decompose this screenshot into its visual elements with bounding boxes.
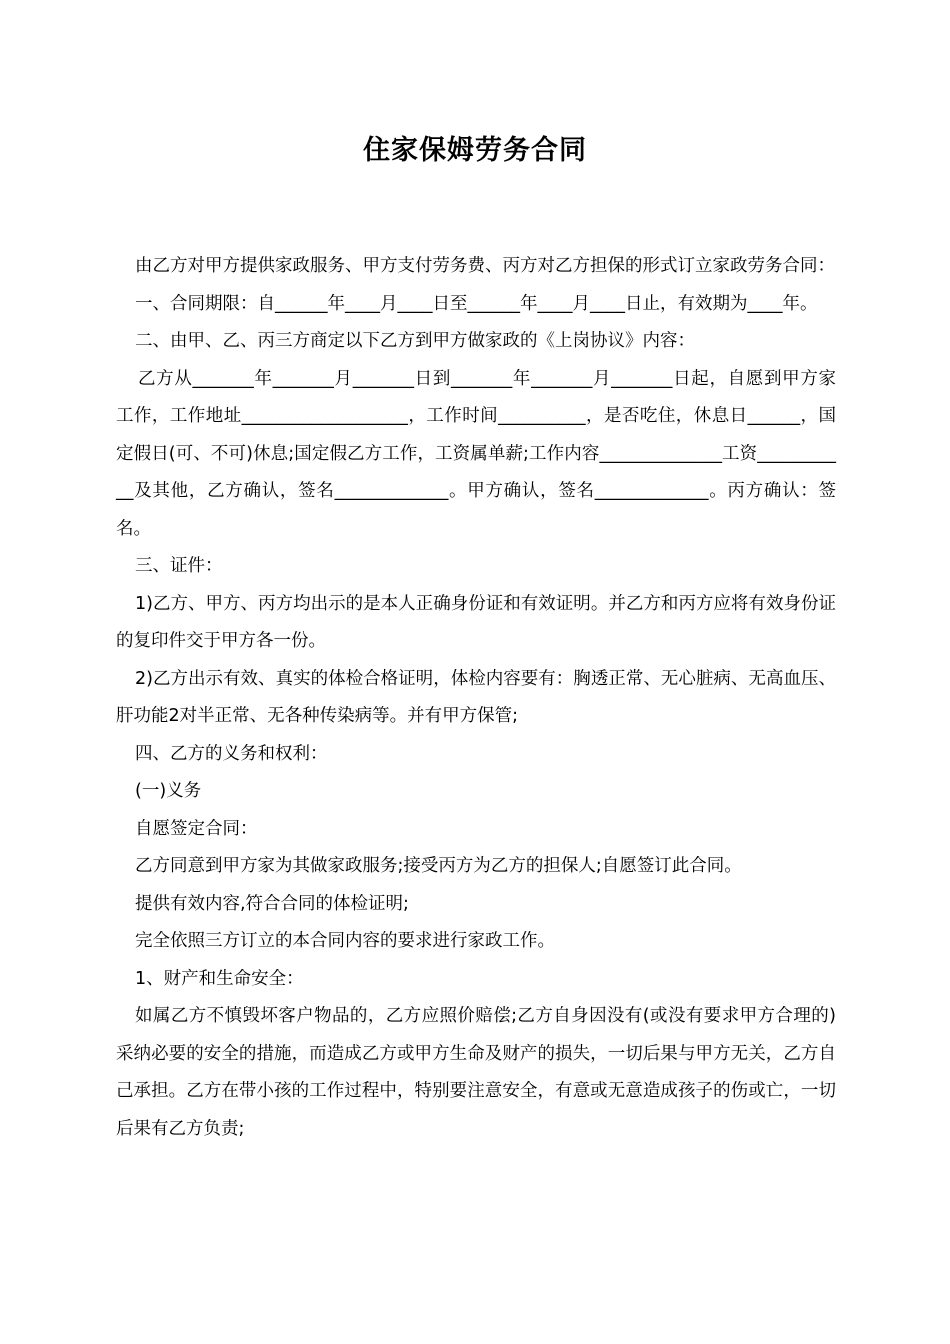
paragraph-consent: 乙方同意到甲方家为其做家政服务;接受丙方为乙方的担保人;自愿签订此合同。 (135, 856, 742, 876)
paragraph-intro: 由乙方对甲方提供家政服务、甲方支付劳务费、丙方对乙方担保的形式订立家政劳务合同： (135, 256, 835, 276)
paragraph-agreement-heading: 二、由甲、乙、丙三方商定以下乙方到甲方做家政的《上岗协议》内容： (135, 331, 695, 351)
paragraph-contract-term: 一、合同期限：自______年____月____日至______年____月____日止，有效期为____年。 (135, 293, 818, 314)
paragraph-agreement-details: 乙方从_______年_______月_______日到_______年_______月_______日起，自愿到甲方家工作，工作地址___________________，工作时间__________，是否吃住，休息日______，国定假日(可、不可)休息;国定假乙方工作，工资属单薪;工作内容______________工资___________及其他，乙方确认，签名_____________。甲方确认，签名_____________。丙方确认：签名。 (116, 368, 836, 539)
paragraph-safety-details: 如属乙方不慎毁坏客户物品的，乙方应照价赔偿;乙方自身因没有(或没有要求甲方合理的)采纳必要的安全的措施，而造成乙方或甲方生命及财产的损失，一切后果与甲方无关，乙方自己承担。乙方在带小孩的工作过程中，特别要注意安全，有意或无意造成孩子的伤或亡，一切后果有乙方负责; (116, 1006, 836, 1139)
document-body (116, 248, 836, 1148)
document-title: 住家保姆劳务合同 (363, 135, 587, 166)
paragraph-duties-heading: 四、乙方的义务和权利： (135, 743, 328, 764)
paragraph-health-certificate: 提供有效内容,符合合同的体检证明; (135, 893, 409, 914)
paragraph-duties-subheading: (一)义务 (135, 781, 202, 801)
paragraph-documents-heading: 三、证件： (135, 556, 223, 576)
paragraph-documents-1: 1)乙方、甲方、丙方均出示的是本人正确身份证和有效证明。并乙方和丙方应将有效身份证的复印件交于甲方各一份。 (116, 593, 836, 651)
paragraph-documents-2: 2)乙方出示有效、真实的体检合格证明，体检内容要有：胸透正常、无心脏病、无高血压、肝功能2对半正常、无各种传染病等。并有甲方保管; (116, 668, 836, 726)
paragraph-safety-heading: 1、财产和生命安全： (135, 968, 304, 989)
paragraph-compliance: 完全依照三方订立的本合同内容的要求进行家政工作。 (135, 931, 555, 951)
paragraph-voluntary-signing: 自愿签定合同： (135, 818, 258, 839)
